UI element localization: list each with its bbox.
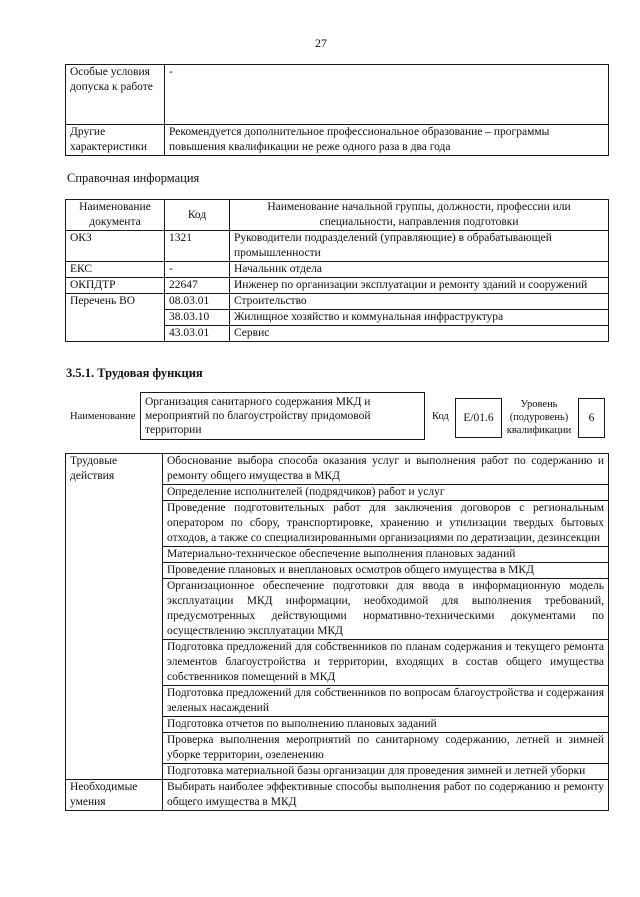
row-label: Другие характеристики xyxy=(66,125,165,156)
level-value: 6 xyxy=(588,412,595,424)
action-item: Подготовка отчетов по выполнению плановых заданий xyxy=(163,717,609,733)
level-box xyxy=(578,398,605,438)
level-label: Уровень (подуровень) квалификации xyxy=(506,399,572,436)
doc-cell: ЕКС xyxy=(66,262,165,278)
code-box xyxy=(455,398,502,438)
doc-cell: ОКЗ xyxy=(66,231,165,262)
name-cell: Сервис xyxy=(230,326,609,342)
table-header-row xyxy=(66,200,609,231)
function-name: Организация санитарного содержания МКД и мероприятий по благоустройству придомовой территории xyxy=(145,396,371,436)
action-item: Определение исполнителей (подрядчиков) работ и услуг xyxy=(163,485,609,501)
column-header: Наименование начальной группы, должности, профессии или специальности, направления подготовки xyxy=(230,200,609,231)
actions-table xyxy=(65,453,609,811)
name-cell: Жилищное хозяйство и коммунальная инфраструктура xyxy=(230,310,609,326)
function-heading: 3.5.1. Трудовая функция xyxy=(66,366,203,380)
code-label: Код xyxy=(432,411,449,422)
action-item: Проверка выполнения мероприятий по санитарному содержанию, летней и зимней уборке территории, озеленению xyxy=(163,733,609,764)
top-table xyxy=(65,64,609,156)
function-name-box xyxy=(140,392,425,440)
code-value: E/01.6 xyxy=(463,412,494,424)
doc-cell: Перечень ВО xyxy=(66,294,165,342)
code-cell: 08.03.01 xyxy=(165,294,230,310)
action-item: Обоснование выбора способа оказания услуг и выполнения работ по содержанию и ремонту общего имущества в МКД xyxy=(163,454,609,485)
code-cell: 1321 xyxy=(165,231,230,262)
table-row xyxy=(66,65,609,125)
table-row xyxy=(66,125,609,156)
section-title: Справочная информация xyxy=(67,171,200,185)
column-header: Наименование документа xyxy=(66,200,165,231)
row-label: Особые условия допуска к работе xyxy=(66,65,165,125)
skills-label: Необходимые умения xyxy=(66,780,163,811)
action-item: Организационное обеспечение подготовки для ввода в информационную модель эксплуатации МКД информации, необходимой для выполнения требований, предусмотренных действующими нормативно-техническими документами по осуществлению эксплуатации МКД xyxy=(163,579,609,640)
column-header: Код xyxy=(165,200,230,231)
table-row xyxy=(66,231,609,262)
code-cell: - xyxy=(165,262,230,278)
name-cell: Строительство xyxy=(230,294,609,310)
table-row xyxy=(66,262,609,278)
name-cell: Руководители подразделений (управляющие) в обрабатывающей промышленности xyxy=(230,231,609,262)
action-item: Подготовка предложений для собственников по планам содержания и текущего ремонта элементов благоустройства и территории, входящих в состав общего имущества собственников помещений в МКД xyxy=(163,640,609,686)
doc-cell: ОКПДТР xyxy=(66,278,165,294)
reference-table xyxy=(65,199,609,342)
row-value: Рекомендуется дополнительное профессиональное образование – программы повышения квалификации не реже одного раза в два года xyxy=(165,125,609,156)
table-row xyxy=(66,278,609,294)
page-number: 27 xyxy=(315,36,327,50)
table-row xyxy=(66,454,609,485)
action-item: Подготовка предложений для собственников по вопросам благоустройства и содержания зеленых насаждений xyxy=(163,686,609,717)
code-cell: 38.03.10 xyxy=(165,310,230,326)
table-row xyxy=(66,294,609,310)
row-value: - xyxy=(165,65,609,125)
skill-item: Выбирать наиболее эффективные способы выполнения работ по содержанию и ремонту общего имущества в МКД xyxy=(163,780,609,811)
name-cell: Инженер по организации эксплуатации и ремонту зданий и сооружений xyxy=(230,278,609,294)
code-cell: 43.03.01 xyxy=(165,326,230,342)
action-item: Материально-техническое обеспечение выполнения плановых заданий xyxy=(163,547,609,563)
name-cell: Начальник отдела xyxy=(230,262,609,278)
actions-label: Трудовые действия xyxy=(66,454,163,780)
table-row xyxy=(66,780,609,811)
name-label: Наименование xyxy=(70,411,136,422)
action-item: Проведение плановых и внеплановых осмотров общего имущества в МКД xyxy=(163,563,609,579)
code-cell: 22647 xyxy=(165,278,230,294)
action-item: Проведение подготовительных работ для заключения договоров с региональным оператором по сбору, транспортировке, хранению и утилизации твердых бытовых отходов, а также со специализированными организациями по дератизации, дезинсекции xyxy=(163,501,609,547)
action-item: Подготовка материальной базы организации для проведения зимней и летней уборки xyxy=(163,764,609,780)
